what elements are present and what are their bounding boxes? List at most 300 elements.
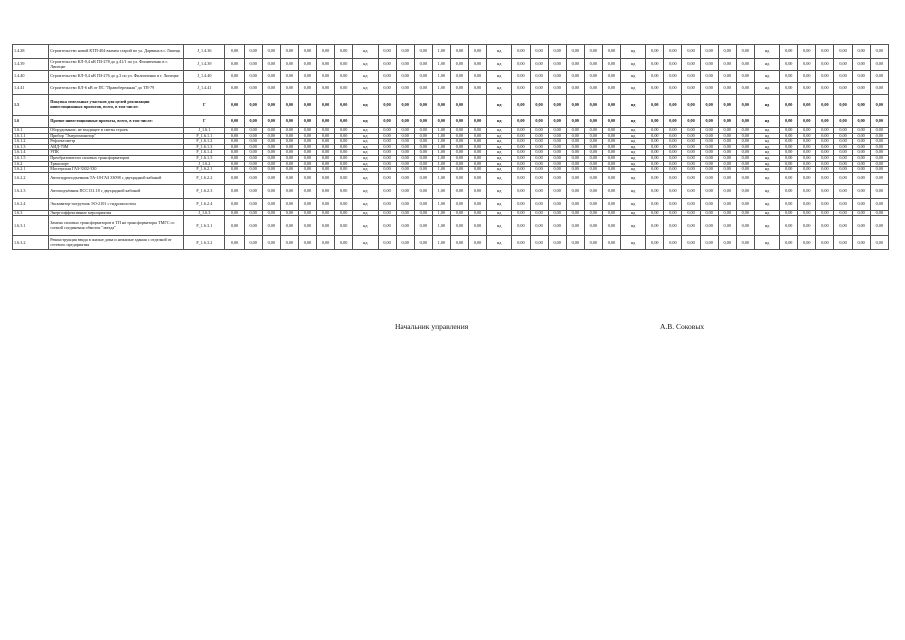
row-name-cell: Строительство новой КТП-404 взамен старой по ул. Дарвина в г. Липецк xyxy=(49,45,184,59)
value-cell: 0,00 xyxy=(816,236,834,250)
value-cell: 0,00 xyxy=(718,184,736,198)
value-cell: 0,00 xyxy=(414,198,432,210)
value-cell: 0,00 xyxy=(736,83,754,95)
value-cell: 0,00 xyxy=(852,59,870,71)
row-id-cell: F_1.6.2.1 xyxy=(184,167,225,173)
row-code-cell: 1.6.1 xyxy=(13,128,49,134)
value-cell: 1,00 xyxy=(432,198,450,210)
value-cell: 0,00 xyxy=(664,116,682,128)
value-cell: 0,00 xyxy=(718,128,736,134)
value-cell: 0,00 xyxy=(225,59,244,71)
value-cell: 0,00 xyxy=(548,45,566,59)
value-cell: 0,00 xyxy=(602,45,620,59)
value-cell: 0,00 xyxy=(414,161,432,167)
value-cell: 0,00 xyxy=(262,210,280,216)
value-cell: 0,00 xyxy=(280,155,298,161)
value-cell: 0,00 xyxy=(700,198,718,210)
value-cell: нд xyxy=(353,167,378,173)
value-cell: 0,00 xyxy=(298,116,316,128)
value-cell: 0,00 xyxy=(548,184,566,198)
value-cell: 0,00 xyxy=(798,198,816,210)
value-cell: 0,00 xyxy=(225,45,244,59)
value-cell: 0,00 xyxy=(834,95,852,116)
value-cell: 0,00 xyxy=(852,210,870,216)
value-cell: 0,00 xyxy=(225,198,244,210)
value-cell: 0,00 xyxy=(664,83,682,95)
value-cell: 0,00 xyxy=(816,150,834,156)
value-cell: 0,00 xyxy=(280,116,298,128)
value-cell: 0,00 xyxy=(378,83,396,95)
value-cell: 0,00 xyxy=(584,198,602,210)
value-cell: 0,00 xyxy=(262,95,280,116)
value-cell: 0,00 xyxy=(262,133,280,139)
value-cell: 0,00 xyxy=(548,116,566,128)
value-cell: 0,00 xyxy=(718,95,736,116)
value-cell: 0,00 xyxy=(816,184,834,198)
value-cell: 0,00 xyxy=(378,150,396,156)
value-cell: 0,00 xyxy=(298,128,316,134)
value-cell: 0,00 xyxy=(262,198,280,210)
value-cell: 1,00 xyxy=(432,83,450,95)
value-cell: 0,00 xyxy=(602,172,620,184)
value-cell: 0,00 xyxy=(566,236,584,250)
value-cell: 0,00 xyxy=(317,128,335,134)
value-cell: 1,00 xyxy=(432,150,450,156)
value-cell: 0,00 xyxy=(414,144,432,150)
value-cell: 0,00 xyxy=(816,59,834,71)
value-cell: 0,00 xyxy=(512,236,530,250)
value-cell: 0,00 xyxy=(566,71,584,83)
value-cell: 0,00 xyxy=(548,144,566,150)
value-cell: 0,00 xyxy=(468,236,486,250)
value-cell: 0,00 xyxy=(298,45,316,59)
value-cell: нд xyxy=(487,83,512,95)
value-cell: 0,00 xyxy=(468,133,486,139)
value-cell: 0,00 xyxy=(646,236,664,250)
value-cell: 0,00 xyxy=(530,45,548,59)
value-cell: 0,00 xyxy=(396,128,414,134)
value-cell: 0,00 xyxy=(870,161,888,167)
value-cell: нд xyxy=(754,133,779,139)
value-cell: нд xyxy=(487,167,512,173)
value-cell: 0,00 xyxy=(298,150,316,156)
value-cell: 0,00 xyxy=(530,116,548,128)
value-cell: 0,00 xyxy=(280,150,298,156)
value-cell: 0,00 xyxy=(780,172,798,184)
value-cell: 0,00 xyxy=(566,172,584,184)
value-cell: 0,00 xyxy=(566,210,584,216)
value-cell: 0,00 xyxy=(736,216,754,236)
value-cell: 0,00 xyxy=(530,95,548,116)
value-cell: 0,00 xyxy=(682,139,700,145)
value-cell: 0,00 xyxy=(298,210,316,216)
value-cell: 0,00 xyxy=(798,128,816,134)
value-cell: 0,00 xyxy=(852,116,870,128)
value-cell: 0,00 xyxy=(244,150,262,156)
value-cell: 0,00 xyxy=(548,172,566,184)
value-cell: 0,00 xyxy=(682,116,700,128)
value-cell: 0,00 xyxy=(280,167,298,173)
value-cell: 0,00 xyxy=(298,71,316,83)
row-code-cell: 1.6 xyxy=(13,116,49,128)
value-cell: 0,00 xyxy=(450,45,468,59)
value-cell: 0,00 xyxy=(280,59,298,71)
value-cell: 0,00 xyxy=(780,155,798,161)
value-cell: 0,00 xyxy=(852,133,870,139)
value-cell: 0,00 xyxy=(225,210,244,216)
value-cell: 0,00 xyxy=(317,133,335,139)
value-cell: 0,00 xyxy=(566,144,584,150)
value-cell: 0,00 xyxy=(718,83,736,95)
value-cell: нд xyxy=(620,45,645,59)
value-cell: 0,00 xyxy=(682,172,700,184)
value-cell: 0,00 xyxy=(317,139,335,145)
value-cell: 0,00 xyxy=(468,210,486,216)
row-id-cell: F_1.6.2.4 xyxy=(184,198,225,210)
value-cell: 0,00 xyxy=(566,139,584,145)
value-cell: 0,00 xyxy=(798,210,816,216)
value-cell: 0,00 xyxy=(512,83,530,95)
value-cell: 0,00 xyxy=(700,128,718,134)
value-cell: нд xyxy=(754,83,779,95)
value-cell: нд xyxy=(487,59,512,71)
value-cell: 0,00 xyxy=(798,236,816,250)
value-cell: 0,00 xyxy=(335,95,353,116)
value-cell: 0,00 xyxy=(682,161,700,167)
value-cell: 0,00 xyxy=(834,144,852,150)
value-cell: 0,00 xyxy=(530,184,548,198)
value-cell: 0,00 xyxy=(396,116,414,128)
value-cell: 0,00 xyxy=(414,210,432,216)
table-row xyxy=(13,184,889,198)
value-cell: 0,00 xyxy=(225,155,244,161)
value-cell: 0,00 xyxy=(450,83,468,95)
value-cell: 0,00 xyxy=(414,71,432,83)
value-cell: нд xyxy=(620,71,645,83)
value-cell: 0,00 xyxy=(682,128,700,134)
value-cell: 0,00 xyxy=(682,155,700,161)
value-cell: 0,00 xyxy=(798,150,816,156)
value-cell: 0,00 xyxy=(548,167,566,173)
value-cell: 0,00 xyxy=(244,198,262,210)
value-cell: 0,00 xyxy=(244,172,262,184)
value-cell: 0,00 xyxy=(335,45,353,59)
value-cell: 0,00 xyxy=(870,128,888,134)
value-cell: 0,00 xyxy=(450,128,468,134)
value-cell: нд xyxy=(754,236,779,250)
value-cell: 0,00 xyxy=(834,83,852,95)
value-cell: 0,00 xyxy=(664,236,682,250)
value-cell: 0,00 xyxy=(584,139,602,145)
value-cell: 0,00 xyxy=(468,116,486,128)
row-id-cell: F_1.6.1.2 xyxy=(184,139,225,145)
value-cell: нд xyxy=(353,184,378,198)
value-cell: 0,00 xyxy=(317,144,335,150)
value-cell: 0,00 xyxy=(468,45,486,59)
value-cell: 0,00 xyxy=(512,198,530,210)
value-cell: 0,00 xyxy=(280,198,298,210)
value-cell: 0,00 xyxy=(736,161,754,167)
value-cell: нд xyxy=(487,216,512,236)
value-cell: нд xyxy=(754,167,779,173)
value-cell: 0,00 xyxy=(602,59,620,71)
value-cell: 0,00 xyxy=(432,116,450,128)
value-cell: нд xyxy=(620,150,645,156)
value-cell: 0,00 xyxy=(798,155,816,161)
value-cell: 0,00 xyxy=(798,95,816,116)
value-cell: 0,00 xyxy=(378,59,396,71)
row-name-cell: Строительство КЛ-6 кВ от ПС "Правобережная" до ТП-79 xyxy=(49,83,184,95)
value-cell: 0,00 xyxy=(780,133,798,139)
value-cell: 0,00 xyxy=(602,133,620,139)
value-cell: 0,00 xyxy=(584,116,602,128)
value-cell: 0,00 xyxy=(335,83,353,95)
table-body xyxy=(13,45,889,250)
value-cell: 0,00 xyxy=(602,128,620,134)
value-cell: 0,00 xyxy=(280,210,298,216)
row-code-cell: 1.6.1.4 xyxy=(13,150,49,156)
value-cell: 0,00 xyxy=(646,161,664,167)
value-cell: 0,00 xyxy=(396,161,414,167)
value-cell: 0,00 xyxy=(530,198,548,210)
value-cell: 0,00 xyxy=(646,83,664,95)
value-cell: 0,00 xyxy=(780,236,798,250)
value-cell: нд xyxy=(487,95,512,116)
value-cell: 0,00 xyxy=(736,172,754,184)
value-cell: 0,00 xyxy=(816,128,834,134)
value-cell: нд xyxy=(487,184,512,198)
value-cell: 0,00 xyxy=(512,95,530,116)
value-cell: 0,00 xyxy=(566,45,584,59)
value-cell: 0,00 xyxy=(584,95,602,116)
value-cell: 0,00 xyxy=(396,155,414,161)
row-id-cell: F_1.6.2.2 xyxy=(184,172,225,184)
row-code-cell: 1.6.2.4 xyxy=(13,198,49,210)
value-cell: 0,00 xyxy=(468,83,486,95)
row-id-cell: J_1.4.39 xyxy=(184,59,225,71)
row-id-cell: Г xyxy=(184,116,225,128)
value-cell: нд xyxy=(487,198,512,210)
table-row xyxy=(13,198,889,210)
value-cell: 0,00 xyxy=(870,95,888,116)
value-cell: 0,00 xyxy=(396,83,414,95)
value-cell: 0,00 xyxy=(244,236,262,250)
value-cell: 0,00 xyxy=(700,95,718,116)
value-cell: нд xyxy=(754,139,779,145)
value-cell: 0,00 xyxy=(816,144,834,150)
value-cell: 0,00 xyxy=(718,155,736,161)
value-cell: 0,00 xyxy=(335,133,353,139)
value-cell: 0,00 xyxy=(664,198,682,210)
value-cell: 0,00 xyxy=(512,216,530,236)
value-cell: 0,00 xyxy=(664,71,682,83)
value-cell: 0,00 xyxy=(816,172,834,184)
value-cell: 0,00 xyxy=(602,184,620,198)
value-cell: 0,00 xyxy=(602,167,620,173)
value-cell: 0,00 xyxy=(335,172,353,184)
value-cell: нд xyxy=(487,116,512,128)
value-cell: нд xyxy=(754,45,779,59)
value-cell: 1,00 xyxy=(432,139,450,145)
value-cell: 0,00 xyxy=(682,144,700,150)
value-cell: 0,00 xyxy=(280,71,298,83)
value-cell: 0,00 xyxy=(816,216,834,236)
value-cell: нд xyxy=(620,144,645,150)
value-cell: нд xyxy=(487,236,512,250)
value-cell: 0,00 xyxy=(736,184,754,198)
value-cell: 0,00 xyxy=(718,161,736,167)
value-cell: 0,00 xyxy=(298,167,316,173)
value-cell: 0,00 xyxy=(317,59,335,71)
value-cell: 0,00 xyxy=(566,167,584,173)
value-cell: 0,00 xyxy=(378,71,396,83)
value-cell: 0,00 xyxy=(780,71,798,83)
value-cell: 0,00 xyxy=(548,59,566,71)
value-cell: 0,00 xyxy=(816,83,834,95)
value-cell: 0,00 xyxy=(280,184,298,198)
value-cell: нд xyxy=(487,210,512,216)
value-cell: 0,00 xyxy=(414,45,432,59)
row-code-cell: 1.6.2.3 xyxy=(13,184,49,198)
value-cell: 0,00 xyxy=(450,59,468,71)
value-cell: 0,00 xyxy=(852,161,870,167)
value-cell: 0,00 xyxy=(468,167,486,173)
value-cell: 0,00 xyxy=(718,59,736,71)
value-cell: 0,00 xyxy=(225,139,244,145)
value-cell: 0,00 xyxy=(602,198,620,210)
value-cell: 0,00 xyxy=(512,59,530,71)
value-cell: 0,00 xyxy=(566,83,584,95)
value-cell: 0,00 xyxy=(280,45,298,59)
value-cell: 0,00 xyxy=(602,236,620,250)
value-cell: 0,00 xyxy=(262,71,280,83)
value-cell: 0,00 xyxy=(396,144,414,150)
value-cell: 0,00 xyxy=(718,45,736,59)
value-cell: 0,00 xyxy=(378,139,396,145)
value-cell: 0,00 xyxy=(834,172,852,184)
value-cell: 0,00 xyxy=(244,128,262,134)
value-cell: 0,00 xyxy=(602,216,620,236)
value-cell: 0,00 xyxy=(870,59,888,71)
value-cell: 0,00 xyxy=(468,155,486,161)
value-cell: 0,00 xyxy=(244,71,262,83)
value-cell: 0,00 xyxy=(816,95,834,116)
investment-table xyxy=(12,44,889,250)
value-cell: нд xyxy=(754,150,779,156)
value-cell: 0,00 xyxy=(512,167,530,173)
value-cell: 1,00 xyxy=(432,133,450,139)
value-cell: 0,00 xyxy=(317,167,335,173)
value-cell: 1,00 xyxy=(432,216,450,236)
value-cell: 0,00 xyxy=(548,95,566,116)
row-name-cell: Транспорт xyxy=(49,161,184,167)
value-cell: 0,00 xyxy=(335,161,353,167)
value-cell: 0,00 xyxy=(548,155,566,161)
value-cell: нд xyxy=(487,144,512,150)
value-cell: 0,00 xyxy=(298,133,316,139)
value-cell: 0,00 xyxy=(584,236,602,250)
value-cell: 0,00 xyxy=(548,210,566,216)
row-name-cell: Автоподъёмник ПСС131.18 с двухрядной кабиной xyxy=(49,184,184,198)
value-cell: нд xyxy=(487,139,512,145)
value-cell: 1,00 xyxy=(432,184,450,198)
value-cell: 0,00 xyxy=(646,155,664,161)
value-cell: 0,00 xyxy=(852,139,870,145)
value-cell: 0,00 xyxy=(682,71,700,83)
value-cell: 0,00 xyxy=(468,198,486,210)
value-cell: 1,00 xyxy=(432,210,450,216)
value-cell: 0,00 xyxy=(816,161,834,167)
value-cell: 0,00 xyxy=(700,139,718,145)
value-cell: 0,00 xyxy=(468,128,486,134)
value-cell: 0,00 xyxy=(512,45,530,59)
value-cell: 0,00 xyxy=(335,236,353,250)
value-cell: 0,00 xyxy=(298,59,316,71)
value-cell: 0,00 xyxy=(870,167,888,173)
row-id-cell: F_1.6.1.1 xyxy=(184,133,225,139)
value-cell: 0,00 xyxy=(664,216,682,236)
row-code-cell: 1.4.41 xyxy=(13,83,49,95)
value-cell: 0,00 xyxy=(262,45,280,59)
value-cell: 0,00 xyxy=(468,216,486,236)
value-cell: 0,00 xyxy=(780,198,798,210)
value-cell: 1,00 xyxy=(432,167,450,173)
value-cell: 0,00 xyxy=(602,71,620,83)
value-cell: нд xyxy=(353,139,378,145)
value-cell: 0,00 xyxy=(450,167,468,173)
value-cell: 0,00 xyxy=(244,216,262,236)
value-cell: нд xyxy=(754,155,779,161)
value-cell: 0,00 xyxy=(834,128,852,134)
value-cell: 0,00 xyxy=(736,150,754,156)
value-cell: 0,00 xyxy=(450,184,468,198)
value-cell: 0,00 xyxy=(225,144,244,150)
table-row xyxy=(13,59,889,71)
value-cell: 0,00 xyxy=(798,216,816,236)
value-cell: 0,00 xyxy=(396,95,414,116)
value-cell: нд xyxy=(487,161,512,167)
value-cell: 0,00 xyxy=(646,128,664,134)
value-cell: 0,00 xyxy=(584,172,602,184)
value-cell: 0,00 xyxy=(262,216,280,236)
value-cell: 0,00 xyxy=(566,198,584,210)
value-cell: 0,00 xyxy=(225,167,244,173)
value-cell: 0,00 xyxy=(682,133,700,139)
value-cell: 0,00 xyxy=(530,236,548,250)
value-cell: 0,00 xyxy=(584,71,602,83)
value-cell: 0,00 xyxy=(834,210,852,216)
value-cell: 0,00 xyxy=(378,161,396,167)
value-cell: 0,00 xyxy=(798,144,816,150)
value-cell: 1,00 xyxy=(432,71,450,83)
value-cell: нд xyxy=(754,116,779,128)
value-cell: 0,00 xyxy=(646,210,664,216)
value-cell: 0,00 xyxy=(548,71,566,83)
value-cell: 0,00 xyxy=(682,150,700,156)
value-cell: 0,00 xyxy=(225,172,244,184)
value-cell: 0,00 xyxy=(584,155,602,161)
value-cell: 0,00 xyxy=(682,59,700,71)
value-cell: 0,00 xyxy=(468,161,486,167)
row-id-cell: J_1.4.41 xyxy=(184,83,225,95)
value-cell xyxy=(468,95,486,116)
value-cell: 0,00 xyxy=(566,161,584,167)
row-id-cell: J_1.4.40 xyxy=(184,71,225,83)
value-cell: 0,00 xyxy=(646,150,664,156)
value-cell: 0,00 xyxy=(298,184,316,198)
value-cell: 0,00 xyxy=(244,139,262,145)
value-cell: нд xyxy=(353,155,378,161)
